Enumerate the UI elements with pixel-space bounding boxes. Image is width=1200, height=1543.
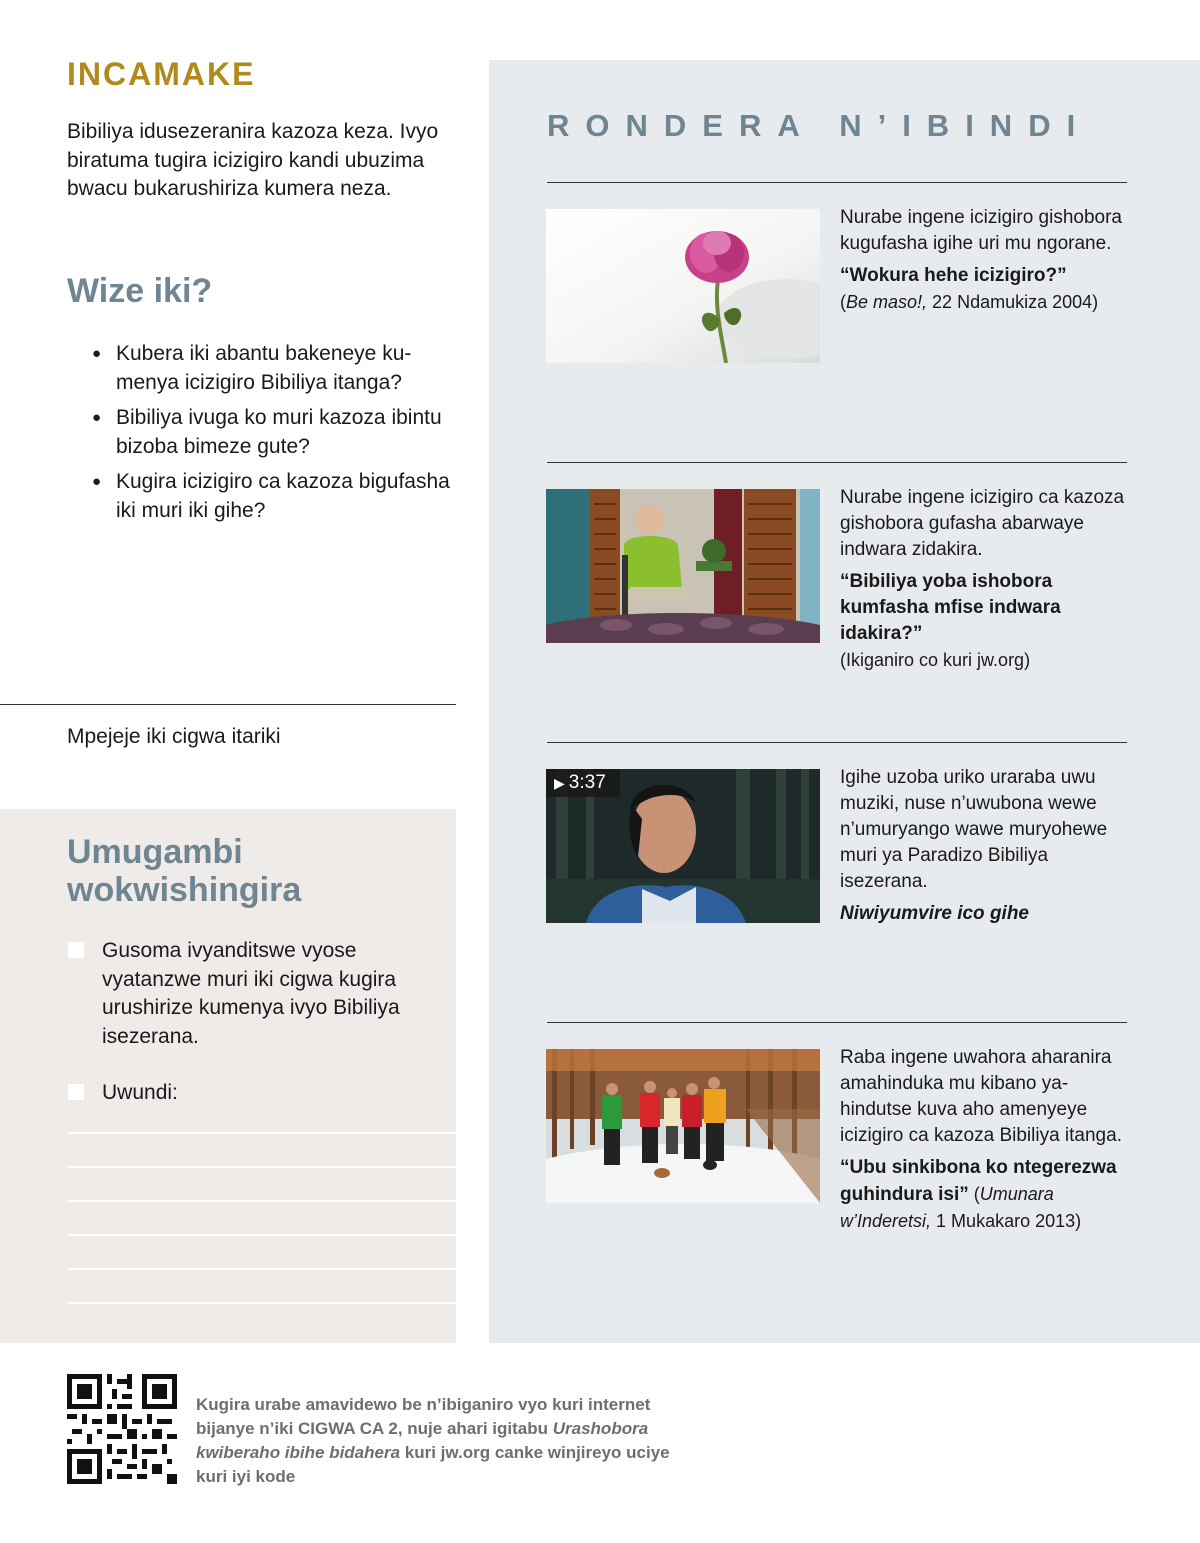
resource-source: (Ikiganiro co kuri jw.org) bbox=[840, 650, 1031, 670]
resource-title[interactable]: “Ubu sinkibona ko ntegerezwa guhindura isi” bbox=[840, 1157, 1117, 1205]
writing-line[interactable] bbox=[68, 1234, 456, 1236]
writing-line[interactable] bbox=[68, 1132, 456, 1134]
resource-item bbox=[840, 205, 1130, 315]
summary-heading: INCAMAKE bbox=[67, 56, 256, 92]
divider bbox=[547, 742, 1127, 743]
review-heading: Wize iki? bbox=[67, 272, 213, 310]
writing-line[interactable] bbox=[68, 1302, 456, 1304]
footer-note: Kugira urabe amavidewo be n’ibiganiro vyo kuri internet bijanye n’iki CIGWA CA 2, nuje ahari igitabu Urashobora kwiberaho ibihe bidahera kuri jw.org canke winjireyo uciye kuri iyi kode bbox=[196, 1395, 670, 1486]
explore-more-heading: RONDERA N’IBINDI bbox=[547, 108, 1092, 143]
resource-item bbox=[840, 485, 1130, 673]
resource-description: Igihe uzoba uriko uraraba uwu muziki, nuse n’uwubona wewe n’umuryango wawe muryohewe muri ya Paradizo Bibiliya isezerana. bbox=[840, 767, 1108, 892]
resource-title[interactable]: Niwiyumvire ico gihe bbox=[840, 903, 1029, 924]
video-thumbnail[interactable] bbox=[546, 769, 820, 923]
qr-code[interactable] bbox=[67, 1374, 177, 1484]
play-icon[interactable]: ▶ bbox=[554, 775, 565, 791]
goal-item bbox=[68, 1079, 438, 1108]
review-question: ● Bibiliya ivuga ko muri kazoza ibintu bizoba bimeze gute? bbox=[92, 404, 452, 461]
family-walking-snow-image[interactable] bbox=[546, 1049, 820, 1203]
resource-title[interactable]: “Bibiliya yoba ishobora kumfasha mfise indwara idakira?” bbox=[840, 571, 1061, 644]
divider bbox=[547, 1022, 1127, 1023]
goal-item bbox=[68, 937, 438, 1051]
review-question: ● Kugira icizigiro ca kazoza bigufasha iki muri iki gihe? bbox=[92, 468, 452, 525]
resource-description: Raba ingene uwahora aharanira amahinduka mu kibano yahindutse kuva aho amenyeye icizigiro ca kazoza Bibiliya itanga. bbox=[840, 1047, 1122, 1146]
divider bbox=[547, 182, 1127, 183]
goal-checkbox[interactable] bbox=[68, 942, 84, 958]
video-duration: 3:37 bbox=[568, 772, 606, 793]
goal-heading: Umugambi wokwishingira bbox=[67, 833, 302, 909]
writing-line[interactable] bbox=[68, 1268, 456, 1270]
review-question: ● Kubera iki abantu bakeneye kumenya icizigiro Bibiliya itanga? bbox=[92, 340, 452, 397]
goal-checkbox[interactable] bbox=[68, 1084, 84, 1100]
video-duration-badge bbox=[546, 769, 620, 797]
resource-description: Nurabe ingene icizigiro ca kazoza gishobora gufasha abarwaye indwara zidakira. bbox=[840, 487, 1125, 560]
writing-line[interactable] bbox=[68, 1166, 456, 1168]
flower-image[interactable] bbox=[546, 209, 820, 363]
review-question-list bbox=[92, 340, 452, 532]
resource-source: (Umunara w’Inderetsi, 1 Mukakaro 2013) bbox=[840, 1184, 1082, 1231]
resource-item bbox=[840, 1045, 1130, 1235]
goal-item-label: Gusoma ivyanditswe vyose vyatanzwe muri iki cigwa kugira urushirize kumenya ivyo Bibiliya isezerana. bbox=[102, 939, 400, 1048]
completion-date-label: Mpejeje iki cigwa itariki bbox=[67, 725, 281, 748]
writing-line[interactable] bbox=[68, 1200, 456, 1202]
resource-description: Nurabe ingene icizigiro gishobora kugufasha igihe uri mu ngorane. bbox=[840, 207, 1123, 254]
man-in-wheelchair-image[interactable] bbox=[546, 489, 820, 643]
divider bbox=[0, 704, 456, 705]
resource-item bbox=[840, 765, 1130, 927]
summary-text: Bibiliya idusezeranira kazoza keza. Ivyo biratuma tugira icizigiro kandi ubuzima bwacu bukarushiriza kumera neza. bbox=[67, 120, 439, 200]
resource-title-with-source bbox=[840, 1155, 1130, 1235]
divider bbox=[547, 462, 1127, 463]
resource-source: (Be maso!, 22 Ndamukiza 2004) bbox=[840, 292, 1099, 312]
goal-item-label: Uwundi: bbox=[102, 1081, 178, 1104]
resource-title[interactable]: “Wokura hehe icizigiro?” bbox=[840, 265, 1067, 286]
